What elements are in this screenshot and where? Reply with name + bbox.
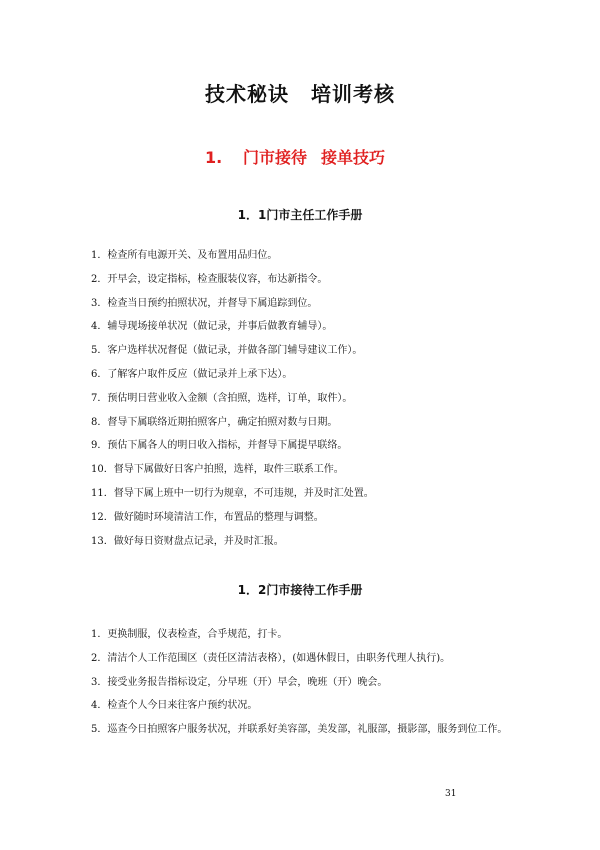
list-item: 4．辅导现场接单状况（做记录，并事后做教育辅导）。	[91, 321, 333, 333]
list-item: 2．清洁个人工作范围区（责任区清洁表格），(如遇休假日，由职务代理人执行)。	[91, 652, 451, 664]
section-heading	[205, 145, 385, 168]
list-item: 7．预估明日营业收入金额（含拍照，选样，订单，取件）。	[91, 392, 353, 404]
list-item: 5．客户选样状况督促（做记录，并做各部门辅导建议工作）。	[91, 345, 363, 357]
list-item: 8．督导下属联络近期拍照客户，确定拍照对数与日期。	[91, 416, 338, 428]
list-item: 12．做好随时环境清洁工作，布置品的整理与调整。	[91, 511, 324, 523]
section-heading-part2: 接单技巧	[321, 148, 386, 167]
supervisor-duty-list	[91, 249, 521, 558]
page-title	[0, 78, 600, 107]
list-item: 3．接受业务报告指标设定，分早班（开）早会，晚班（开）晚会。	[91, 676, 388, 688]
reception-duty-list	[91, 628, 521, 751]
list-item: 2．开早会，设定指标，检查服装仪容，布达新指令。	[91, 273, 328, 285]
section-number: 1.	[205, 148, 223, 167]
list-item: 9．预估下属各人的明日收入指标，并督导下属提早联络。	[91, 440, 348, 452]
subsection-heading-1-1: 1．1门市主任工作手册	[237, 208, 363, 222]
list-item: 13．做好每日资财盘点记录，并及时汇报。	[91, 535, 284, 547]
section-heading-part1: 门市接待	[243, 148, 308, 167]
list-item: 1．更换制服，仪表检查，合乎规范，打卡。	[91, 629, 288, 640]
page-title-part2: 培训考核	[311, 82, 395, 106]
list-item: 3．检查当日预约拍照状况，并督导下属追踪到位。	[91, 297, 318, 309]
list-item: 1．检查所有电源开关、及布置用品归位。	[91, 250, 278, 261]
list-item: 5．巡查今日拍照客户服务状况，并联系好美容部，美发部，礼服部，摄影部，服务到位工作。	[91, 724, 508, 736]
page-number: 31	[445, 789, 457, 799]
subsection-heading-1-2: 1．2门市接待工作手册	[237, 583, 363, 597]
list-item: 6．了解客户取件反应（做记录并上承下达）。	[91, 368, 293, 380]
list-item: 10．督导下属做好日客户拍照，选样，取件三联系工作。	[91, 464, 344, 476]
list-item: 4．检查个人今日来往客户预约状况。	[91, 700, 258, 712]
page-title-part1: 技术秘诀	[205, 82, 289, 106]
list-item: 11．督导下属上班中一切行为规章，不可违规，并及时汇处置。	[91, 487, 374, 499]
